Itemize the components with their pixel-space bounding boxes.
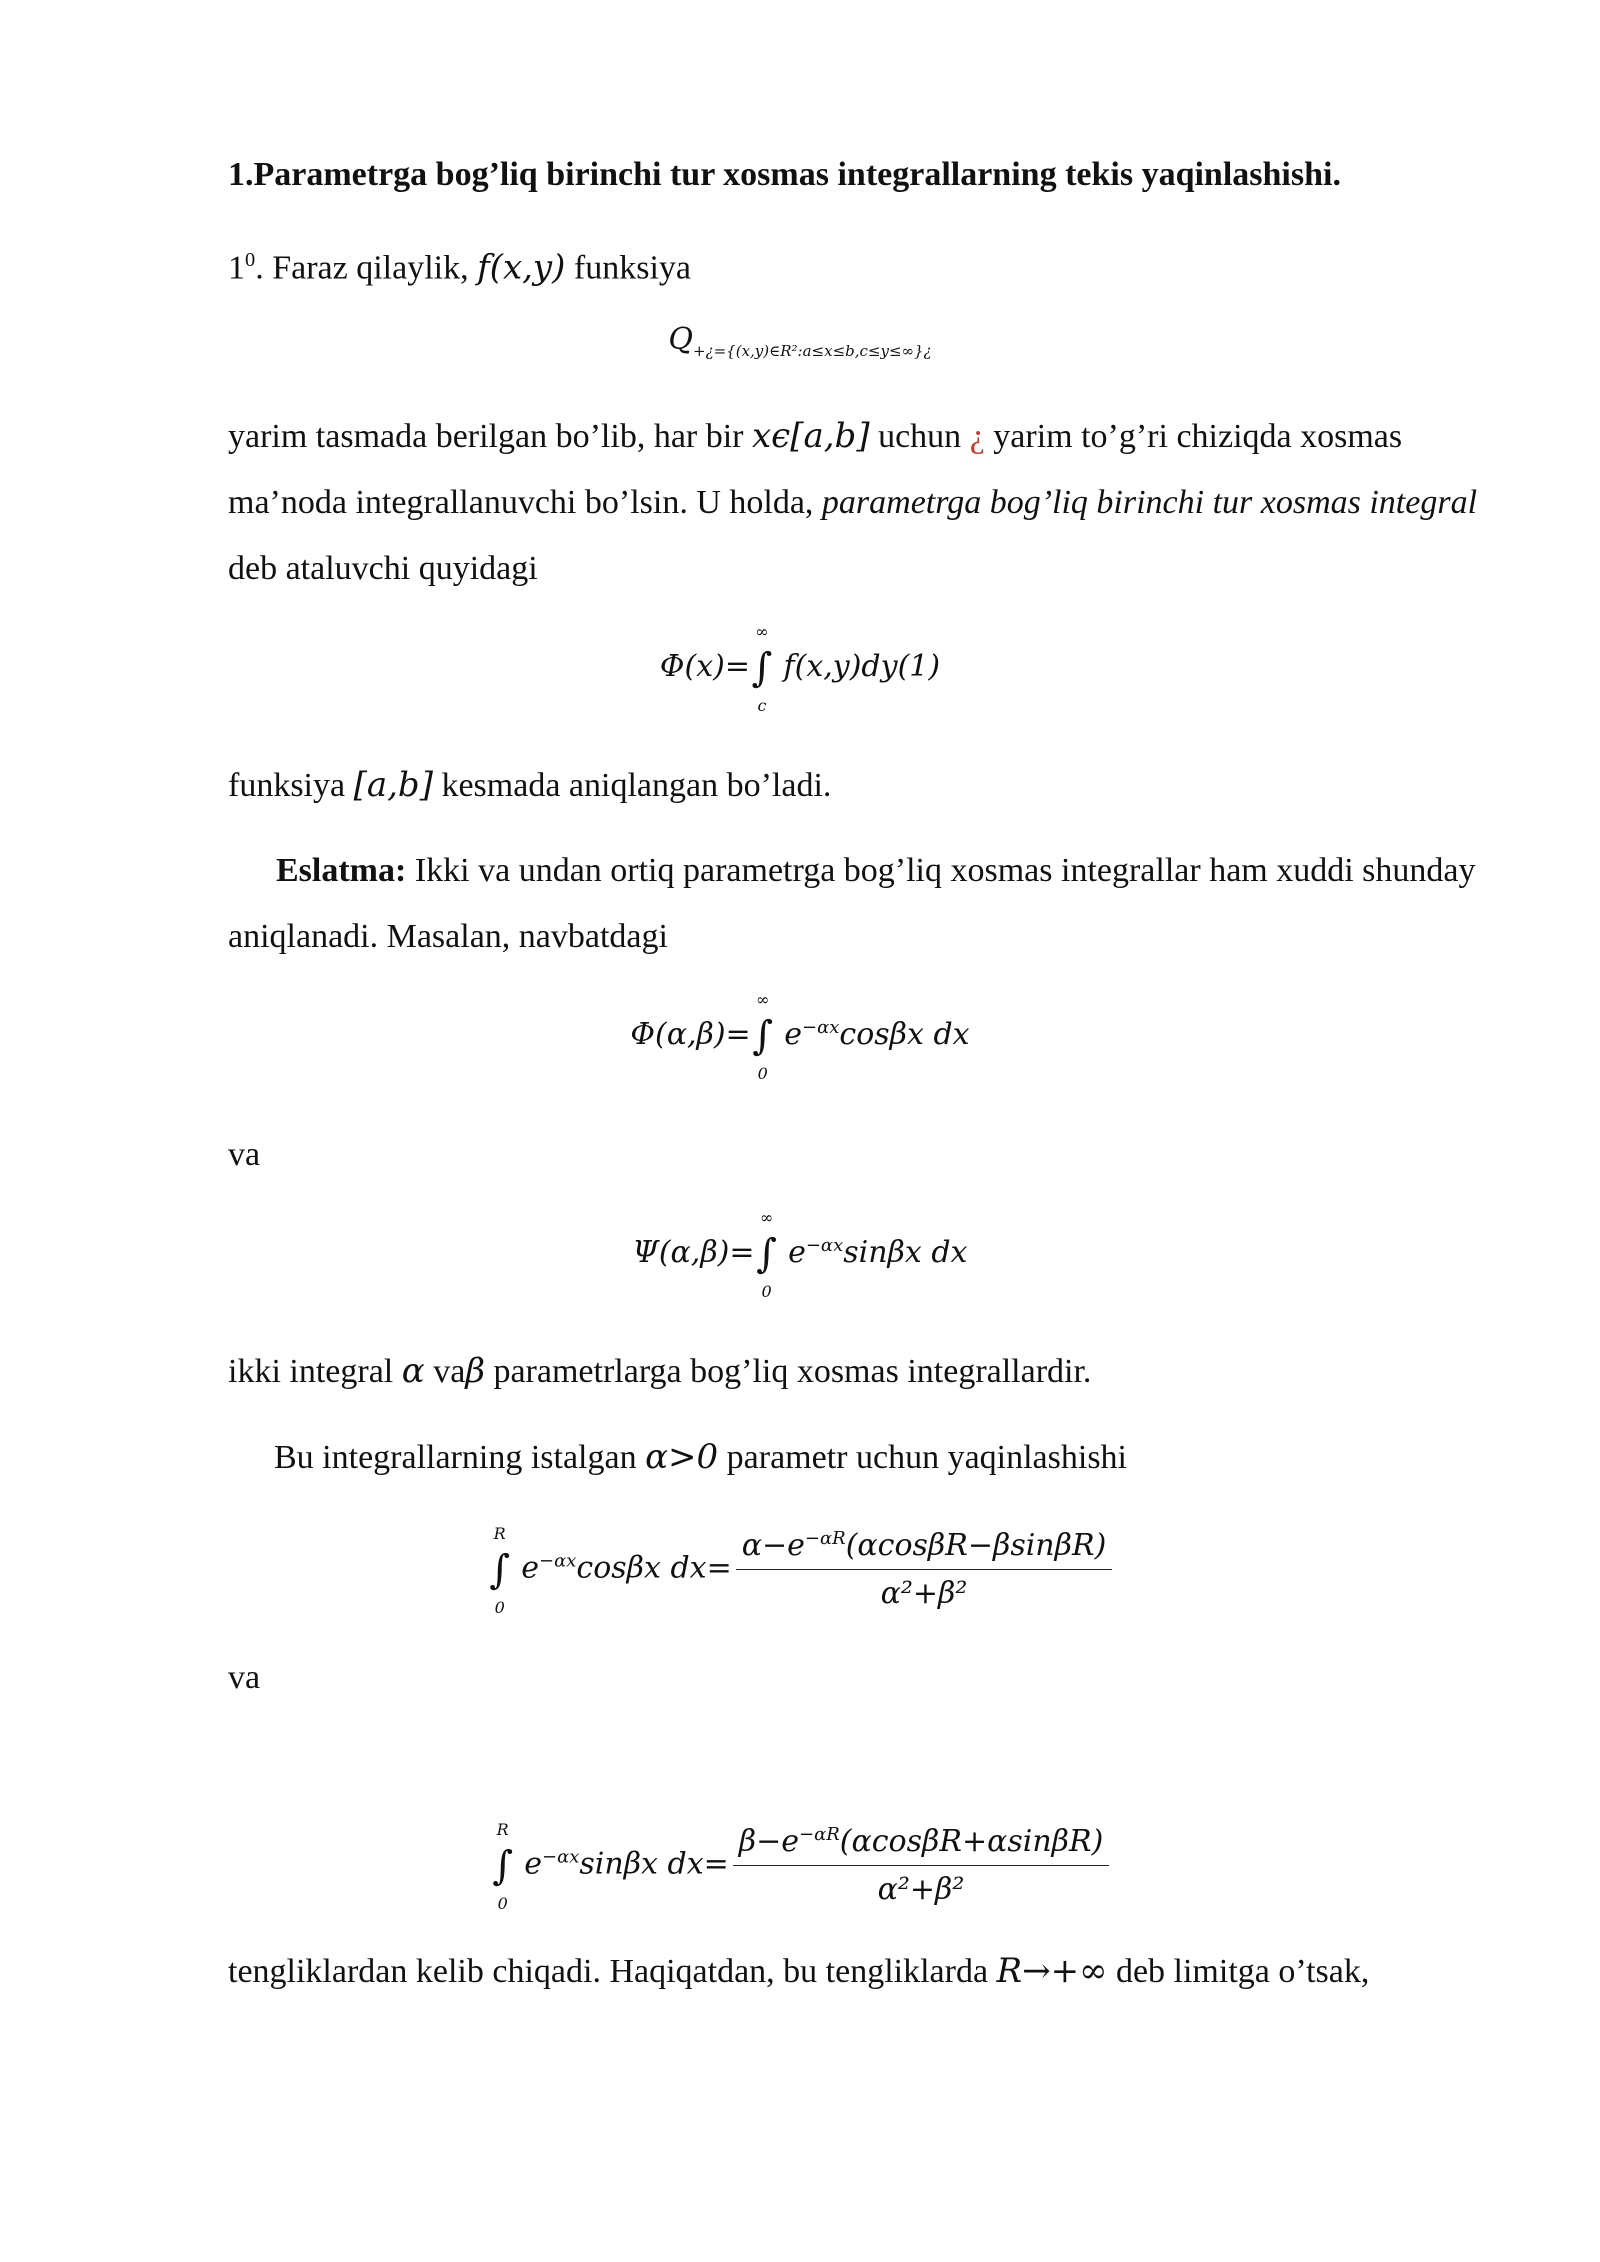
exp-base: e: [784, 1017, 802, 1052]
integral-upper-limit: ∞: [759, 1208, 774, 1227]
formula-3-integrand: sinβx dx: [843, 1235, 968, 1270]
paragraph-definition: [228, 403, 1483, 602]
word-va-2: va: [228, 1659, 261, 1696]
convergence-text-b: parametr uchun yaqinlashishi: [718, 1439, 1128, 1476]
paragraph-intro: [228, 227, 1483, 301]
inverted-question-mark: ¿: [969, 418, 985, 455]
note-label: Eslatma:: [276, 852, 407, 889]
formula-5: [0, 1819, 1600, 1913]
numerator-exp: −αR: [799, 1824, 840, 1845]
integral-lower-limit: c: [757, 696, 767, 715]
formula-4: [0, 1523, 1600, 1617]
formula-domain-q: [0, 322, 1600, 360]
r-to-infinity: R→+∞: [996, 1951, 1108, 1991]
convergence-text-a: Bu integrallarning istalgan: [274, 1439, 646, 1476]
numerator-part-a: α−e: [741, 1528, 805, 1563]
alpha-condition: α>0: [645, 1437, 719, 1477]
note-paragraph: [228, 838, 1483, 970]
numerator-exp: −αR: [804, 1528, 846, 1549]
numerator-part-a: β−e: [738, 1824, 799, 1859]
note-text: Ikki va undan ortiq parametrga bog’liq xosmas integrallar ham xuddi shunday aniqlanadi. Masalan, navbatdagi: [228, 852, 1476, 955]
beta-symbol: β: [465, 1351, 485, 1391]
paragraph-convergence: [228, 1424, 1483, 1491]
intro-text-end: funksiya: [565, 249, 691, 287]
numerator-part-b: (αcosβR−βsinβR): [845, 1528, 1107, 1563]
definition-text-c: yarim to’g’ri chiziqda xosmas ma’noda integrallanuvchi bo’lsin. U holda,: [228, 418, 1403, 521]
formula-3: [0, 1208, 1600, 1301]
section-heading: 1.Parametrga bog’liq birinchi tur xosmas integrallarning tekis yaqinlashishi.: [228, 156, 1341, 193]
formula-1-integrand: f(x,y)dy(1): [783, 649, 941, 684]
interval-ab: [a,b]: [353, 765, 433, 805]
integral-upper-limit: R: [493, 1523, 506, 1543]
formula-1-lhs: Φ(x)=: [659, 649, 750, 684]
definition-text-a: yarim tasmada berilgan bo’lib, har bir: [228, 418, 752, 455]
fraction-denominator: α²+β²: [880, 1576, 968, 1611]
integral-upper-limit: ∞: [756, 990, 770, 1009]
exp-base: e: [521, 1550, 540, 1586]
two-integrals-text-a: ikki integral: [228, 1353, 402, 1390]
set-q-definition: +¿={(x,y)∈R²:a≤x≤b,c≤y≤∞}¿: [693, 342, 932, 360]
limit-text-b: deb limitga o’tsak,: [1107, 1953, 1370, 1990]
function-fxy: f(x,y): [477, 247, 566, 288]
integral-sign: ∫ R 0: [492, 1819, 514, 1913]
exp-power: −αx: [805, 1235, 844, 1256]
integral-lower-limit: 0: [761, 1282, 772, 1301]
numerator-part-b: (αcosβR+αsinβR): [839, 1824, 1104, 1859]
exp-power: −αx: [539, 1550, 577, 1572]
formula-1: [0, 622, 1600, 715]
two-integrals-text-c: parametrlarga bog’liq xosmas integrallardir.: [484, 1353, 1092, 1390]
integral-lower-limit: 0: [757, 1064, 768, 1083]
defined-text-b: kesmada aniqlangan bo’ladi.: [432, 767, 832, 804]
formula-2-integrand: cosβx dx: [839, 1017, 970, 1052]
formula-2: [0, 990, 1600, 1083]
point-number: 1: [228, 249, 245, 287]
intro-text: . Faraz qilaylik,: [255, 249, 478, 287]
fraction-numerator: [736, 1528, 1113, 1570]
integral-upper-limit: ∞: [755, 622, 769, 641]
integral-sign: ∫ ∞ c: [751, 622, 773, 715]
two-integrals-text-b: va: [424, 1353, 466, 1390]
exp-base: e: [788, 1235, 806, 1270]
paragraph-defined: [228, 752, 1483, 819]
formula-5-integrand: sinβx dx=: [579, 1846, 729, 1882]
word-va-1: va: [228, 1136, 261, 1173]
formula-3-lhs: Ψ(α,β)=: [632, 1235, 755, 1270]
set-q-symbol: Q: [668, 322, 693, 357]
integral-sign: ∫ ∞ 0: [756, 1208, 777, 1301]
integral-lower-limit: 0: [494, 1597, 505, 1617]
alpha-symbol: α: [401, 1351, 425, 1391]
exp-power: −αx: [542, 1846, 580, 1868]
integral-sign: ∫ R 0: [489, 1523, 511, 1617]
definition-term: parametrga bog’liq birinchi tur xosmas integral: [821, 484, 1478, 521]
fraction: [736, 1528, 1113, 1611]
point-degree: 0: [245, 249, 256, 271]
fraction: [733, 1824, 1110, 1907]
exp-power: −αx: [802, 1017, 840, 1038]
integral-lower-limit: 0: [497, 1893, 508, 1913]
fraction-denominator: α²+β²: [877, 1872, 965, 1907]
definition-text-b: uchun: [869, 418, 970, 455]
integral-sign: ∫ ∞ 0: [752, 990, 774, 1083]
formula-4-integrand: cosβx dx=: [576, 1550, 732, 1586]
limit-text-a: tengliklardan kelib chiqadi. Haqiqatdan, bu tengliklarda: [228, 1953, 997, 1990]
exp-base: e: [524, 1846, 542, 1882]
paragraph-two-integrals: [228, 1338, 1483, 1405]
x-in-interval: xϵ[a,b]: [752, 416, 870, 456]
definition-text-d: deb ataluvchi quyidagi: [228, 550, 538, 587]
paragraph-limit: [228, 1938, 1483, 2005]
defined-text-a: funksiya: [228, 767, 354, 804]
integral-upper-limit: R: [496, 1819, 509, 1839]
formula-2-lhs: Φ(α,β)=: [630, 1017, 751, 1052]
fraction-numerator: [733, 1824, 1110, 1866]
